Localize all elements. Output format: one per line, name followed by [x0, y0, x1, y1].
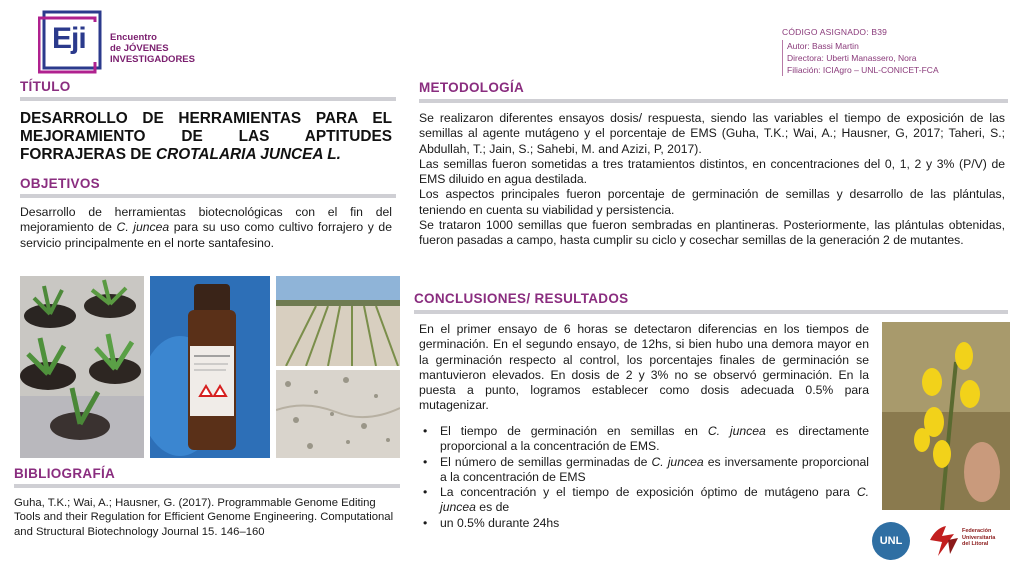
- list-item: [419, 485, 869, 516]
- bullet-species: C. juncea: [651, 454, 704, 469]
- list-item: [419, 516, 869, 531]
- fue-logo: [928, 522, 960, 558]
- metodologia-text: [419, 111, 1005, 249]
- bibliografia-bar: [14, 484, 400, 488]
- logo-line: Encuentro: [110, 32, 157, 43]
- bullet-text: es inversamente proporcional a la concentración de EMS: [440, 454, 869, 484]
- metodologia-heading: METODOLOGÍA: [419, 80, 525, 95]
- assigned-code: CÓDIGO ASIGNADO: B39: [782, 27, 888, 37]
- metodologia-paragraph: Se trataron 1000 semillas que fueron sembradas en plantineras. Posteriormente, las plántulas obtenidas, fueron pasadas a campo, hasta cumplir su ciclo y cosechar semillas de la generación 2 de mutantes.: [419, 218, 1005, 248]
- bibliografia-heading: BIBLIOGRAFÍA: [14, 466, 116, 481]
- conclusiones-heading: CONCLUSIONES/ RESULTADOS: [414, 291, 629, 306]
- bibliografia-text: Guha, T.K.; Wai, A.; Hausner, G. (2017). Programmable Genome Editing Tools and their Regulation for Efficient Genome Engineering. Computational and Structural Biotechnology Journal 15. 146–160: [14, 497, 394, 538]
- objetivos-species: C. juncea: [116, 220, 170, 235]
- crotalaria-flower-photo: [882, 322, 1010, 510]
- objetivos-text: [20, 205, 392, 251]
- field-rows-photo: [276, 276, 400, 366]
- seedlings-photo: [20, 276, 144, 458]
- bullet-text: es de: [475, 500, 510, 515]
- metodologia-bar: [419, 99, 1008, 103]
- logo-mark: Eji: [52, 22, 86, 55]
- author-info: [782, 40, 939, 76]
- bullet-species: C. juncea: [440, 485, 869, 515]
- objetivos-bar: [20, 194, 396, 198]
- bullet-text: es directamente proporcional a la concentración de EMS.: [440, 424, 869, 454]
- field-ground-photo: [276, 370, 400, 458]
- conclusiones-list: [419, 424, 869, 531]
- titulo-heading: TÍTULO: [20, 79, 71, 94]
- titulo-bar: [20, 97, 396, 101]
- fue-line: del Litoral: [962, 541, 989, 547]
- conclusiones-intro: En el primer ensayo de 6 horas se detectaron diferencias en los tiempos de germinación. En el segundo ensayo, de 12hs, si bien hubo una demora mayor en la germinación respecto al control, los porcentajes finales de germinación se mantuvieron elevados. En dosis de 2 y 3% no se observó germinación. En la puesta a punto, logramos establecer como dosis adecuada 0.5% para mutagenizar.: [419, 322, 869, 413]
- poster-title: [20, 110, 392, 164]
- bullet-text: un 0.5% durante 24hs: [440, 515, 560, 530]
- logo-text: [110, 32, 195, 65]
- conclusiones-bar: [414, 310, 1008, 314]
- objetivos-text-a: Desarrollo de herramientas biotecnológicas con el fin del mejoramiento de: [20, 205, 392, 235]
- fue-line: Universitaria: [962, 534, 996, 541]
- eji-logo: [38, 8, 108, 74]
- metodologia-paragraph: Las semillas fueron sometidas a tres tratamientos distintos, en concentraciones del 0, 1, 2 y 3% (P/V) de EMS diluido en agua destilada.: [419, 156, 1005, 187]
- metodologia-paragraph: Los aspectos principales fueron porcentaje de germinación de semillas y desarrollo de las plántulas, teniendo en cuenta su viabilidad y persistencia.: [419, 187, 1005, 217]
- title-species: CROTALARIA JUNCEA L.: [155, 146, 341, 163]
- unl-logo: UNL: [872, 522, 910, 560]
- objetivos-heading: OBJETIVOS: [20, 176, 100, 191]
- bullet-species: C. juncea: [707, 424, 766, 438]
- metodologia-paragraph: Se realizaron diferentes ensayos dosis/ respuesta, siendo las variables el tiempo de exposición de las semillas al agente mutágeno y el porcentaje de EMS (Guha, T.K.; Wai, A.; Hausner, G, 2017; Taheri, S.; Abdullah, T.; Jain, S.; Sahebi, M. and Azizi, P, 2017).: [419, 111, 1005, 156]
- fue-logo-text: [962, 528, 995, 548]
- logo-line: INVESTIGADORES: [110, 54, 195, 65]
- logo-line: de JÓVENES: [110, 43, 169, 54]
- bullet-text: El número de semillas germinadas de: [440, 454, 652, 469]
- director: Directora: Uberti Manassero, Nora: [787, 53, 917, 63]
- list-item: [419, 424, 869, 455]
- ems-bottle-photo: [150, 276, 270, 458]
- bullet-text: El tiempo de germinación en semillas en: [440, 424, 708, 438]
- objetivos-text-b: para su uso como cultivo forrajero y de servicio principalmente en el norte santafesino.: [20, 220, 392, 250]
- fue-line: Federación: [962, 528, 992, 534]
- author: Autor: Bassi Martin: [787, 41, 859, 51]
- list-item: [419, 455, 869, 486]
- title-text: DESARROLLO DE HERRAMIENTAS PARA EL MEJORAMIENTO DE LAS APTITUDES FORRAJERAS DE: [20, 110, 392, 163]
- affiliation: Filiación: ICIAgro – UNL-CONICET-FCA: [787, 65, 939, 75]
- bullet-text: La concentración y el tiempo de exposición óptimo de mutágeno para: [440, 485, 857, 500]
